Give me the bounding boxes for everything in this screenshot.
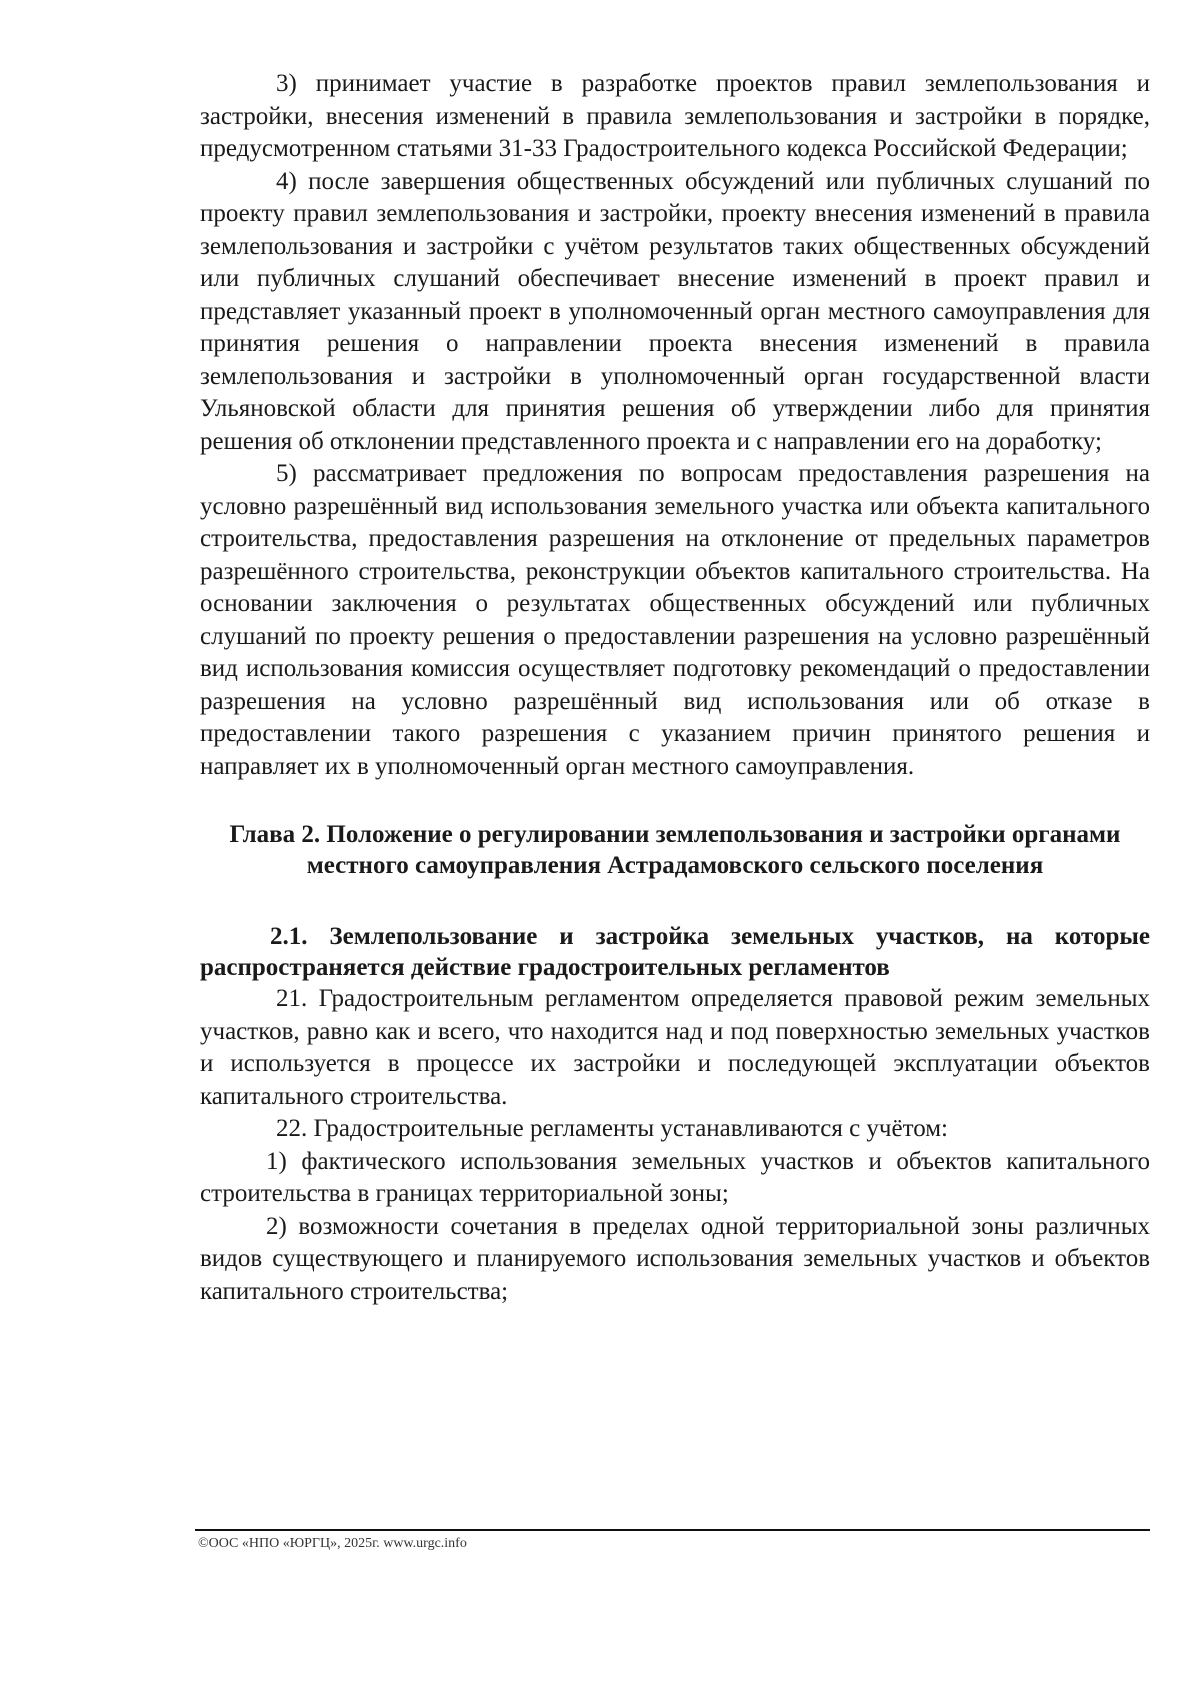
- paragraph-22-item-2: 2) возможности сочетания в пределах одной территориальной зоны различных видов существующего и планируемого использования земельных участков и объектов капитального строительства;: [200, 1212, 1150, 1305]
- paragraph-22: 22. Градостроительные регламенты устанавливаются с учётом:: [276, 1115, 948, 1142]
- section-heading: 2.1. Землепользование и застройка земельных участков, на которые распространяется действие градостроительных регламентов: [200, 923, 1150, 981]
- paragraph-item-4: 4) после завершения общественных обсуждений или публичных слушаний по проекту правил землепользования и застройки, проекту внесения изменений в правила землепользования и застройки с учётом результатов таких общественных обсуждений или публичных слушаний обеспечивает внесение изменений в проект правил и представляет указанный проект в уполномоченный орган местного самоуправления для принятия решения о направлении проекта внесения изменений в правила землепользования и застройки в уполномоченный орган государственной власти Ульяновской области для принятия решения об утверждении либо для принятия решения об отклонении представленного проекта и с направлении его на доработку;: [200, 167, 1150, 455]
- footer-copyright: ©ООС «НПО «ЮРГЦ», 2025г. www.urgc.info: [198, 1536, 467, 1551]
- document-page: [200, 68, 1150, 1308]
- paragraph-item-3: 3) принимает участие в разработке проектов правил землепользования и застройки, внесения изменений в правила землепользования и застройки в порядке, предусмотренном статьями 31-33 Градостроительного кодекса Российской Федерации;: [200, 70, 1150, 162]
- paragraph-item-5: 5) рассматривает предложения по вопросам предоставления разрешения на условно разрешённый вид использования земельного участка или объекта капитального строительства, предоставления разрешения на отклонение от предельных параметров разрешённого строительства, реконструкции объектов капитального строительства. На основании заключения о результатах общественных обсуждений или публичных слушаний по проекту решения о предоставлении разрешения на условно разрешённый вид использования комиссия осуществляет подготовку рекомендаций о предоставлении разрешения на условно разрешённый вид использования или об отказе в предоставлении такого разрешения с указанием причин принятого решения и направляет их в уполномоченный орган местного самоуправления.: [200, 460, 1150, 780]
- paragraph-21: 21. Градостроительным регламентом определяется правовой режим земельных участков, равно как и всего, что находится над и под поверхностью земельных участков и используется в процессе их застройки и последующей эксплуатации объектов капитального строительства.: [200, 985, 1150, 1110]
- footer-rule: [195, 1529, 1150, 1531]
- paragraph-22-item-1: 1) фактического использования земельных участков и объектов капитального строительства в границах территориальной зоны;: [200, 1147, 1150, 1207]
- chapter-heading: Глава 2. Положение о регулировании землепользования и застройки органами местного самоуправления Астрадамовского сельского поселения: [229, 821, 1121, 879]
